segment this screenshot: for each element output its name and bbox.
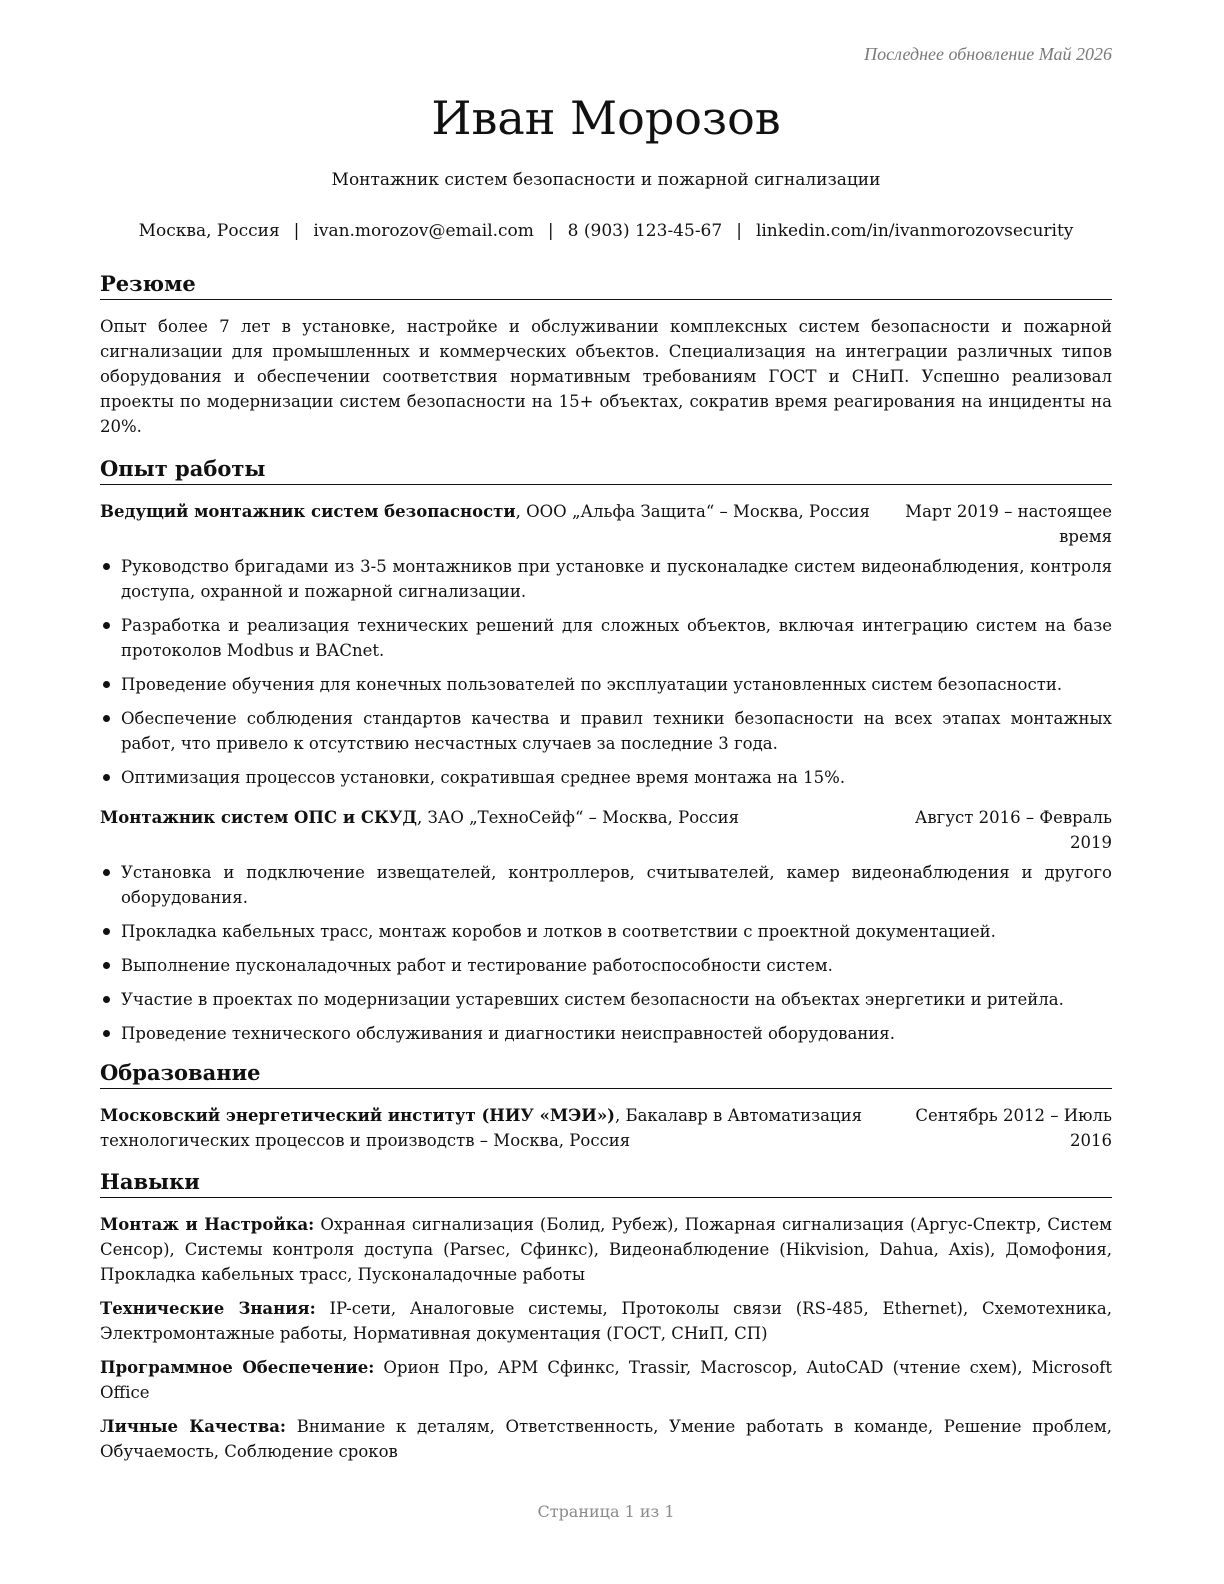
education-dates: Сентябрь 2012 – Июль 2016: [915, 1106, 1112, 1150]
skill-label: Личные Качества:: [100, 1417, 287, 1436]
job-role: Монтажник систем ОПС и СКУД: [100, 808, 418, 827]
linkedin-link[interactable]: linkedin.com/in/ivanmorozovsecurity: [755, 221, 1074, 241]
job-role: Ведущий монтажник систем безопасности: [100, 502, 516, 521]
list-item: Установка и подключение извещателей, контроллеров, считывателей, камер видеонаблюдения и другого оборудования.: [100, 860, 1112, 910]
education-details: , Бакалавр в Автоматизация технологических процессов и производств – Москва, Россия: [100, 1106, 863, 1150]
email-link[interactable]: ivan.morozov@email.com: [313, 221, 534, 241]
contact-line: [80, 219, 1132, 243]
phone: 8 (903) 123-45-67: [567, 221, 723, 241]
job-company: , ООО „Альфа Защита“ – Москва, Россия: [515, 502, 870, 521]
skill-text: Орион Про, АРМ Сфинкс, Trassir, Macroscop, AutoCAD (чтение схем), Microsoft Office: [100, 1358, 1112, 1402]
page-number: Страница 1 из 1: [537, 1502, 675, 1521]
section-heading-education: Образование: [100, 1059, 1112, 1089]
list-item: Выполнение пусконаладочных работ и тестирование работоспособности систем.: [100, 953, 1112, 978]
candidate-name: Иван Морозов: [431, 91, 781, 145]
skill-text: Внимание к деталям, Ответственность, Умение работать в команде, Решение проблем, Обучаемость, Соблюдение сроков: [100, 1417, 1112, 1461]
list-item: Оптимизация процессов установки, сократившая среднее время монтажа на 15%.: [100, 765, 1112, 790]
education-institution: Московский энергетический институт (НИУ «МЭИ»): [100, 1106, 615, 1125]
resume-page: [100, 0, 1112, 1584]
job-company: , ЗАО „ТехноСейф“ – Москва, Россия: [417, 808, 740, 827]
skill-group: [100, 1355, 1112, 1405]
section-heading-summary: Резюме: [100, 270, 1112, 300]
skill-text: Охранная сигнализация (Болид, Рубеж), Пожарная сигнализация (Аргус-Спектр, Систем Сенсор), Системы контроля доступа (Parsec, Сфинкс), Видеонаблюдение (Hikvision, Dahua, Axis), Домофония, Прокладка кабельных трасс, Пусконаладочные работы: [100, 1215, 1112, 1284]
skill-group: [100, 1414, 1112, 1464]
separator: |: [293, 221, 300, 241]
skill-text: IP-сети, Аналоговые системы, Протоколы связи (RS-485, Ethernet), Схемотехника, Электромонтажные работы, Нормативная документация (ГОСТ, СНиП, СП): [100, 1299, 1112, 1343]
job-bullets: [100, 554, 1112, 799]
job-title: Монтажник систем безопасности и пожарной сигнализации: [331, 170, 881, 190]
skill-label: Программное Обеспечение:: [100, 1358, 375, 1377]
list-item: Руководство бригадами из 3-5 монтажников при установке и пусконаладке систем видеонаблюдения, контроля доступа, охранной и пожарной сигнализации.: [100, 554, 1112, 604]
list-item: Прокладка кабельных трасс, монтаж коробов и лотков в соответствии с проектной документацией.: [100, 919, 1112, 944]
skill-group: [100, 1296, 1112, 1346]
list-item: Обеспечение соблюдения стандартов качества и правил техники безопасности на всех этапах монтажных работ, что привело к отсутствию несчастных случаев за последние 3 года.: [100, 706, 1112, 756]
job-dates: Август 2016 – Февраль 2019: [914, 808, 1112, 852]
skill-label: Монтаж и Настройка:: [100, 1215, 315, 1234]
job-header: [100, 499, 1112, 549]
location: Москва, Россия: [138, 221, 280, 241]
summary-text: Опыт более 7 лет в установке, настройке и обслуживании комплексных систем безопасности и пожарной сигнализации для промышленных и коммерческих объектов. Специализация на интеграции различных типов оборудования и обеспечении соответствия нормативным требованиям ГОСТ и СНиП. Успешно реализовал проекты по модернизации систем безопасности на 15+ объектах, сократив время реагирования на инциденты на 20%.: [100, 317, 1112, 436]
skill-label: Технические Знания:: [100, 1299, 316, 1318]
list-item: Проведение технического обслуживания и диагностики неисправностей оборудования.: [100, 1021, 1112, 1046]
education-entry: [100, 1103, 1112, 1153]
section-heading-experience: Опыт работы: [100, 455, 1112, 485]
separator: |: [547, 221, 554, 241]
skill-group: [100, 1212, 1112, 1287]
section-heading-skills: Навыки: [100, 1168, 1112, 1198]
list-item: Участие в проектах по модернизации устаревших систем безопасности на объектах энергетики и ритейла.: [100, 987, 1112, 1012]
last-updated: Последнее обновление Май 2026: [864, 44, 1112, 64]
list-item: Разработка и реализация технических решений для сложных объектов, включая интеграцию систем на базе протоколов Modbus и BACnet.: [100, 613, 1112, 663]
list-item: Проведение обучения для конечных пользователей по эксплуатации установленных систем безопасности.: [100, 672, 1112, 697]
separator: |: [736, 221, 742, 241]
job-bullets: [100, 860, 1112, 1055]
job-header: [100, 805, 1112, 855]
job-dates: Март 2019 – настоящее время: [905, 502, 1112, 546]
